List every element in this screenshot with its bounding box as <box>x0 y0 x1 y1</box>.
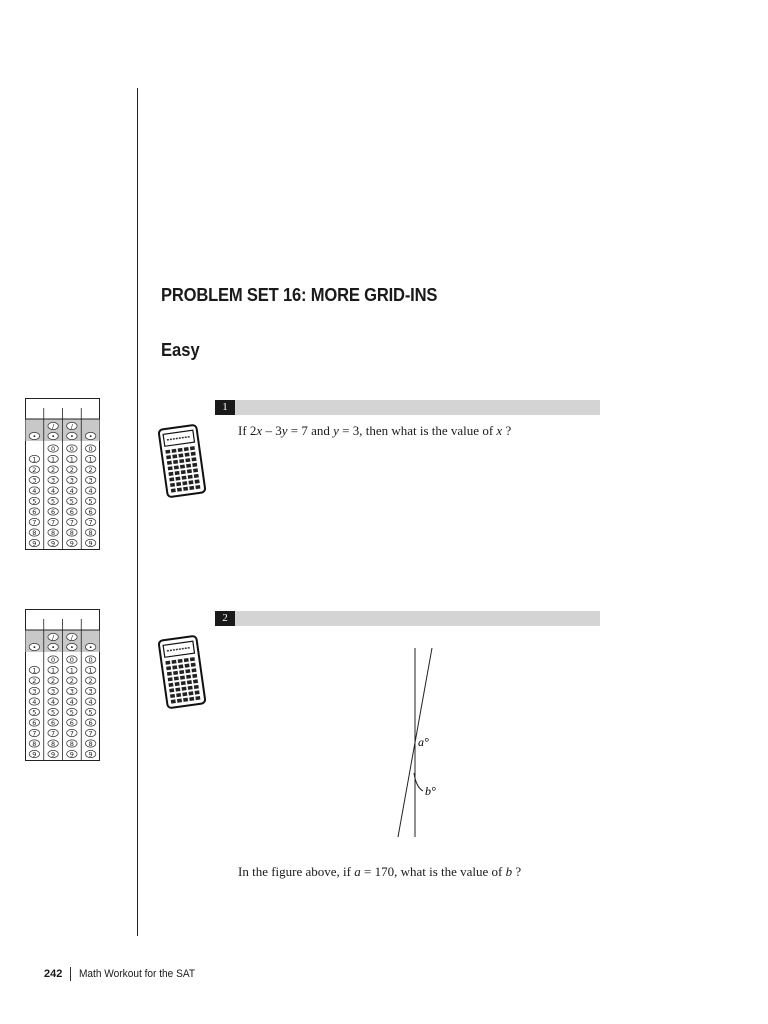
question-number: 2 <box>215 611 235 626</box>
digit-bubble-label: 6 <box>51 507 56 516</box>
digit-bubble-label: 1 <box>69 666 74 675</box>
digit-bubble-label: 0 <box>69 655 74 664</box>
decimal-bubble-label: • <box>51 432 56 441</box>
digit-bubble-label: 7 <box>69 729 74 738</box>
digit-bubble-label: 8 <box>88 528 93 537</box>
digit-bubble-label: 1 <box>88 455 93 464</box>
digit-bubble-label: 1 <box>32 455 37 464</box>
decimal-bubble-label: • <box>88 432 93 441</box>
digit-bubble-label: 5 <box>69 708 74 717</box>
fraction-bubble-label: / <box>70 422 73 431</box>
digit-bubble-label: 9 <box>88 539 93 548</box>
digit-bubble-label: 3 <box>88 476 93 485</box>
decimal-bubble-label: • <box>32 643 37 652</box>
digit-bubble-label: 8 <box>69 528 74 537</box>
digit-bubble-label: 2 <box>88 465 93 474</box>
page-number: 242 <box>44 968 63 980</box>
digit-bubble-label: 6 <box>69 507 74 516</box>
digit-bubble-label: 4 <box>88 486 93 495</box>
digit-bubble-label: 7 <box>88 518 93 527</box>
digit-bubble-label: 5 <box>51 708 56 717</box>
digit-bubble-label: 6 <box>88 507 93 516</box>
math-variable: y <box>333 423 339 438</box>
difficulty-heading: Easy <box>161 340 200 360</box>
question-text-segment: – 3 <box>262 423 282 438</box>
digit-bubble-label: 3 <box>51 687 56 696</box>
question-text-segment: ? <box>502 423 512 438</box>
angle-figure <box>385 645 465 840</box>
digit-bubble-label: 1 <box>51 455 56 464</box>
question-text-segment: ? <box>512 864 522 879</box>
digit-bubble-label: 4 <box>32 697 37 706</box>
decimal-bubble-label: • <box>51 643 56 652</box>
page-footer <box>44 967 206 981</box>
digit-bubble-label: 6 <box>32 718 37 727</box>
digit-bubble-label: 2 <box>69 465 74 474</box>
question-text-segment: = 3, then what is the value of <box>338 423 497 438</box>
digit-bubble-label: 1 <box>32 666 37 675</box>
digit-bubble-label: 3 <box>51 476 56 485</box>
digit-bubble-label: 7 <box>69 518 74 527</box>
fraction-bubble-label: / <box>52 633 55 642</box>
digit-bubble-label: 9 <box>69 750 74 759</box>
digit-bubble-label: 4 <box>51 486 56 495</box>
question-text-segment: = 7 and <box>287 423 334 438</box>
grid-in-answer-grid[interactable] <box>25 609 100 761</box>
book-title: Math Workout for the SAT <box>79 968 196 980</box>
digit-bubble-label: 3 <box>69 687 74 696</box>
digit-bubble-label: 0 <box>88 444 93 453</box>
digit-bubble-label: 9 <box>32 750 37 759</box>
digit-bubble-label: 9 <box>51 750 56 759</box>
math-variable: x <box>256 423 263 438</box>
digit-bubble-label: 0 <box>51 655 56 664</box>
decimal-bubble-label: • <box>32 432 37 441</box>
digit-bubble-label: 4 <box>88 697 93 706</box>
question-text-segment: = 170, what is the value of <box>360 864 506 879</box>
digit-bubble-label: 4 <box>32 486 37 495</box>
question-text <box>238 864 521 880</box>
margin-rule <box>137 88 138 936</box>
digit-bubble-label: 9 <box>88 750 93 759</box>
question-text <box>238 423 511 439</box>
digit-bubble-label: 2 <box>51 465 56 474</box>
calculator-icon <box>158 635 206 709</box>
digit-bubble-label: 6 <box>88 718 93 727</box>
digit-bubble-label: 9 <box>69 539 74 548</box>
question-text-segment: If 2 <box>238 423 257 438</box>
digit-bubble-label: 3 <box>32 687 37 696</box>
digit-bubble-label: 1 <box>69 455 74 464</box>
decimal-bubble-label: • <box>88 643 93 652</box>
digit-bubble-label: 6 <box>69 718 74 727</box>
digit-bubble-label: 4 <box>69 697 74 706</box>
digit-bubble-label: 5 <box>88 708 93 717</box>
digit-bubble-label: 9 <box>32 539 37 548</box>
digit-bubble-label: 6 <box>32 507 37 516</box>
digit-bubble-label: 0 <box>51 444 56 453</box>
digit-bubble-label: 2 <box>69 676 74 685</box>
digit-bubble-label: 1 <box>88 666 93 675</box>
decimal-bubble-label: • <box>69 643 74 652</box>
digit-bubble-label: 2 <box>32 465 37 474</box>
digit-bubble-label: 8 <box>69 739 74 748</box>
fraction-bubble-label: / <box>70 633 73 642</box>
digit-bubble-label: 7 <box>32 729 37 738</box>
math-variable: x <box>496 423 503 438</box>
digit-bubble-label: 8 <box>32 739 37 748</box>
digit-bubble-label: 7 <box>32 518 37 527</box>
digit-bubble-label: 2 <box>51 676 56 685</box>
digit-bubble-label: 2 <box>32 676 37 685</box>
digit-bubble-label: 8 <box>32 528 37 537</box>
digit-bubble-label: 5 <box>51 497 56 506</box>
digit-bubble-label: 0 <box>88 655 93 664</box>
digit-bubble-label: 7 <box>88 729 93 738</box>
angle-a-label: a° <box>418 735 429 749</box>
digit-bubble-label: 7 <box>51 729 56 738</box>
digit-bubble-label: 1 <box>51 666 56 675</box>
digit-bubble-label: 0 <box>69 444 74 453</box>
digit-bubble-label: 5 <box>32 497 37 506</box>
question-text-segment: In the figure above, if <box>238 864 355 879</box>
digit-bubble-label: 2 <box>88 676 93 685</box>
math-variable: b <box>505 864 513 879</box>
digit-bubble-label: 8 <box>51 528 56 537</box>
digit-bubble-label: 5 <box>69 497 74 506</box>
digit-bubble-label: 8 <box>51 739 56 748</box>
digit-bubble-label: 5 <box>32 708 37 717</box>
digit-bubble-label: 3 <box>69 476 74 485</box>
math-variable: a <box>354 864 361 879</box>
math-variable: y <box>281 423 288 438</box>
digit-bubble-label: 3 <box>32 476 37 485</box>
decimal-bubble-label: • <box>69 432 74 441</box>
digit-bubble-label: 8 <box>88 739 93 748</box>
angle-b-label: b° <box>425 784 436 798</box>
question-number: 1 <box>215 400 235 415</box>
footer-divider <box>70 967 71 981</box>
grid-in-answer-grid[interactable] <box>25 398 100 550</box>
digit-bubble-label: 6 <box>51 718 56 727</box>
digit-bubble-label: 9 <box>51 539 56 548</box>
calculator-icon <box>158 424 206 498</box>
question-header-bar <box>215 400 600 415</box>
question-header-bar <box>215 611 600 626</box>
digit-bubble-label: 4 <box>69 486 74 495</box>
digit-bubble-label: 4 <box>51 697 56 706</box>
fraction-bubble-label: / <box>52 422 55 431</box>
digit-bubble-label: 7 <box>51 518 56 527</box>
digit-bubble-label: 5 <box>88 497 93 506</box>
problem-set-title: PROBLEM SET 16: MORE GRID-INS <box>161 285 438 305</box>
digit-bubble-label: 3 <box>88 687 93 696</box>
